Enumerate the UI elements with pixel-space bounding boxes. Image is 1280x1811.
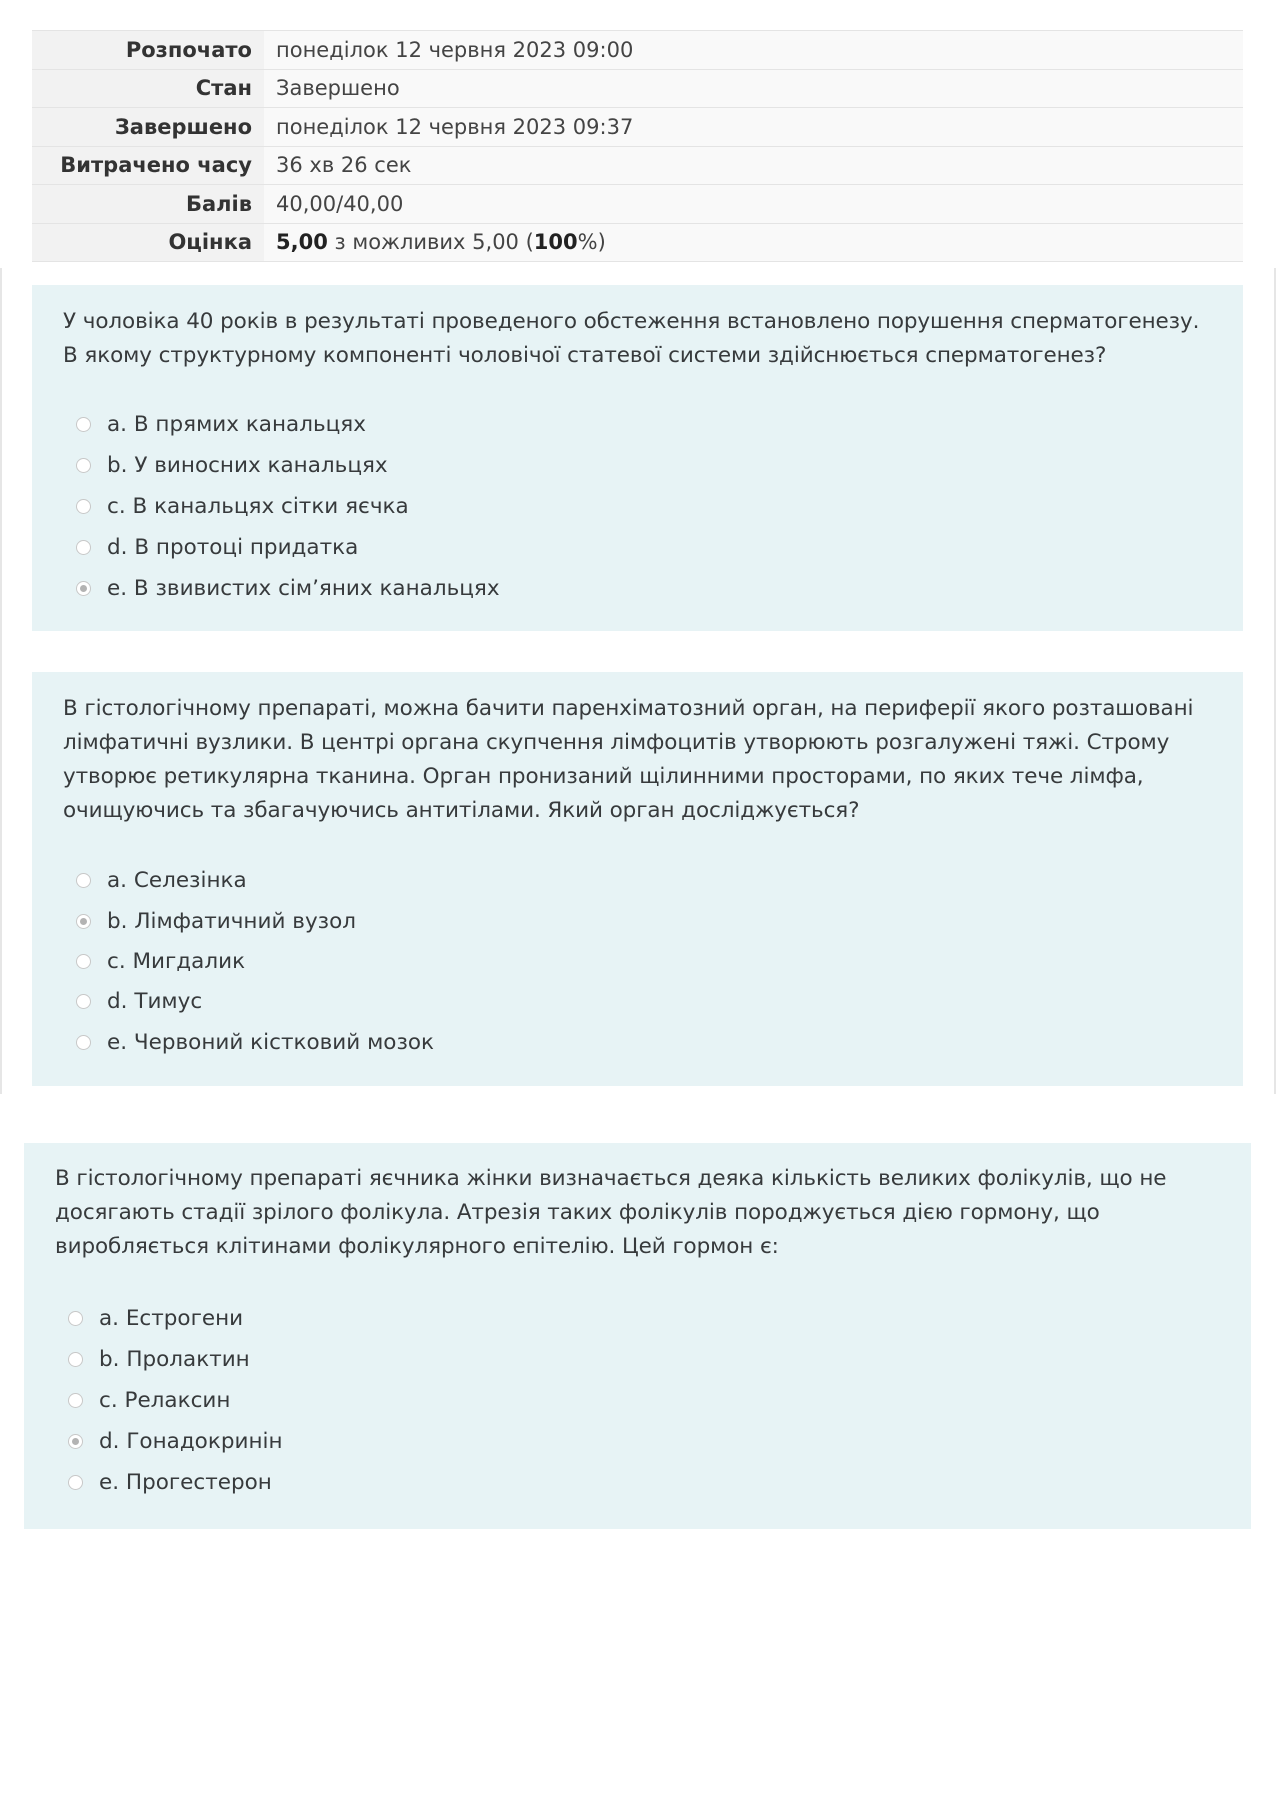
radio-icon[interactable] <box>76 1035 91 1050</box>
answer-option[interactable] <box>68 1426 283 1456</box>
radio-checked-icon[interactable] <box>68 1434 83 1449</box>
answer-option[interactable] <box>76 409 366 439</box>
question-text: У чоловіка 40 років в результаті проведеного обстеження встановлено порушення сперматогенезу. В якому структурному компоненті чоловічої статевої системи здійснюється сперматогенез? <box>63 309 1200 368</box>
summary-value: понеділок 12 червня 2023 09:37 <box>264 108 1243 147</box>
answer-option[interactable] <box>76 1027 434 1057</box>
answer-option[interactable] <box>68 1344 250 1374</box>
summary-label: Балів <box>32 185 264 224</box>
page-border-right <box>1274 268 1276 1094</box>
summary-label: Завершено <box>32 108 264 147</box>
answer-option[interactable] <box>76 491 409 521</box>
answer-label: d. Гонадокринін <box>99 1428 283 1454</box>
summary-row-time-taken <box>32 146 1243 185</box>
grade-value <box>264 223 1243 262</box>
answer-label: c. В канальцях сітки яєчка <box>107 493 409 519</box>
radio-icon[interactable] <box>76 417 91 432</box>
radio-checked-icon[interactable] <box>76 914 91 929</box>
answer-label: d. В протоці придатка <box>107 534 359 560</box>
answer-label: e. Червоний кістковий мозок <box>107 1029 435 1055</box>
summary-row-grade <box>32 223 1243 262</box>
radio-icon[interactable] <box>68 1352 83 1367</box>
answer-option[interactable] <box>76 906 356 936</box>
question-card-3 <box>24 1143 1251 1529</box>
answer-label: b. Лімфатичний вузол <box>107 908 356 934</box>
answer-option[interactable] <box>68 1303 243 1333</box>
answer-option[interactable] <box>68 1467 272 1497</box>
summary-value: 40,00/40,00 <box>264 185 1243 224</box>
radio-icon[interactable] <box>68 1475 83 1490</box>
answer-option[interactable] <box>76 865 247 895</box>
summary-label: Оцінка <box>32 223 264 262</box>
radio-checked-icon[interactable] <box>76 581 91 596</box>
question-text: В гістологічному препараті, можна бачити паренхіматозний орган, на периферії якого розташовані лімфатичні вузлики. В центрі органа скупчення лімфоцитів утворюють розгалужені тяжі. Строму утворює ретикулярна тканина. Орган пронизаний щілинними просторами, по яких тече лімфа, очищуючись та збагачуючись антитілами. Який орган досліджується? <box>63 696 1194 823</box>
answer-label: c. Релаксин <box>99 1387 231 1413</box>
answer-option[interactable] <box>76 986 202 1016</box>
radio-icon[interactable] <box>76 994 91 1009</box>
grade-score: 5,00 <box>276 230 328 255</box>
answer-label: b. У виносних канальцях <box>107 452 388 478</box>
grade-middle: з можливих 5,00 ( <box>327 230 534 255</box>
summary-row-completed <box>32 108 1243 147</box>
answer-label: e. В звивистих сім’яних канальцях <box>107 575 500 601</box>
answer-option[interactable] <box>76 946 245 976</box>
summary-value: Завершено <box>264 69 1243 108</box>
radio-icon[interactable] <box>68 1311 83 1326</box>
answer-label: a. Селезінка <box>107 867 247 893</box>
radio-icon[interactable] <box>76 873 91 888</box>
answer-label: e. Прогестерон <box>99 1469 272 1495</box>
question-card-2 <box>32 672 1243 1086</box>
answer-label: d. Тимус <box>107 988 203 1014</box>
page-border-left <box>0 268 2 1094</box>
summary-label: Розпочато <box>32 31 264 70</box>
answer-label: c. Мигдалик <box>107 948 246 974</box>
answer-option[interactable] <box>76 450 388 480</box>
summary-label: Стан <box>32 69 264 108</box>
attempt-summary-table <box>32 30 1243 262</box>
answer-label: a. В прямих канальцях <box>107 411 366 437</box>
grade-percent: 100 <box>533 230 578 255</box>
answer-label: b. Пролактин <box>99 1346 250 1372</box>
radio-icon[interactable] <box>76 954 91 969</box>
answer-option[interactable] <box>68 1385 230 1415</box>
answer-option[interactable] <box>76 573 500 603</box>
summary-row-started <box>32 31 1243 70</box>
radio-icon[interactable] <box>76 499 91 514</box>
question-card-1 <box>32 285 1243 631</box>
summary-row-state <box>32 69 1243 108</box>
answer-label: a. Естрогени <box>99 1305 244 1331</box>
question-text: В гістологічному препараті яєчника жінки визначається деяка кількість великих фолікулів, що не досягають стадії зрілого фолікула. Атрезія таких фолікулів породжується дією гормону, що виробляється клітинами фолікулярного епітелію. Цей гормон є: <box>55 1166 1167 1259</box>
summary-row-marks <box>32 185 1243 224</box>
radio-icon[interactable] <box>68 1393 83 1408</box>
summary-label: Витрачено часу <box>32 146 264 185</box>
radio-icon[interactable] <box>76 540 91 555</box>
summary-value: 36 хв 26 сек <box>264 146 1243 185</box>
grade-end: %) <box>577 230 606 255</box>
answer-option[interactable] <box>76 532 358 562</box>
radio-icon[interactable] <box>76 458 91 473</box>
summary-value: понеділок 12 червня 2023 09:00 <box>264 31 1243 70</box>
